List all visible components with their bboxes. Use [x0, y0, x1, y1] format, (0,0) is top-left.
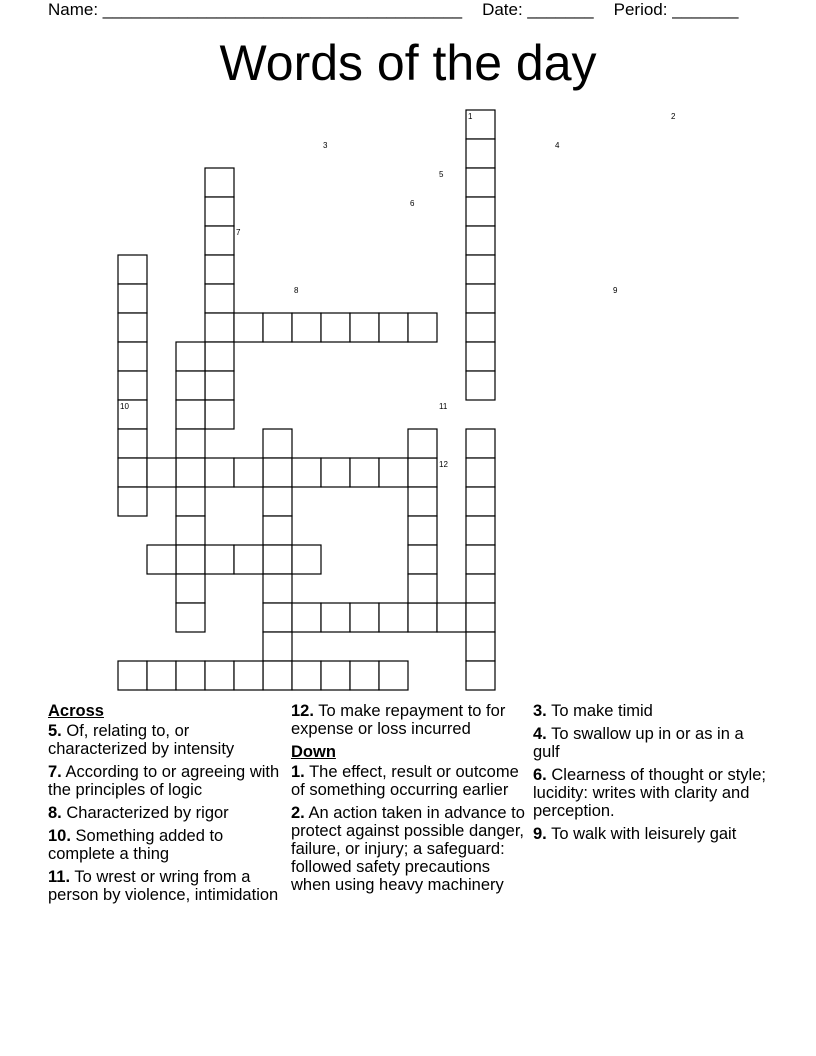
clue-text: According to or agreeing with the principles of logic — [48, 763, 280, 799]
grid-cell[interactable] — [118, 458, 147, 487]
name-field[interactable]: Name: ______________________________________ — [48, 0, 463, 19]
clue-number: 5. — [48, 722, 62, 740]
grid-cell[interactable] — [379, 313, 408, 342]
grid-cell[interactable] — [292, 458, 321, 487]
grid-cell[interactable] — [263, 313, 292, 342]
page-title: Words of the day — [219, 35, 597, 91]
grid-cell[interactable] — [408, 429, 437, 458]
clue-number: 7. — [48, 763, 62, 781]
clue-number: 9. — [533, 825, 547, 843]
clue-down-6 — [533, 766, 769, 820]
grid-cell[interactable] — [263, 603, 292, 632]
clue-text: To make repayment to for expense or loss incurred — [291, 702, 506, 738]
grid-cell[interactable] — [263, 545, 292, 574]
grid-cell[interactable] — [234, 545, 263, 574]
clue-number-label: 7 — [236, 228, 241, 237]
date-field[interactable]: Date: _______ — [482, 0, 594, 19]
grid-cell[interactable] — [292, 313, 321, 342]
grid-cell[interactable] — [263, 516, 292, 545]
grid-cell[interactable] — [176, 429, 205, 458]
grid-cell[interactable] — [118, 429, 147, 458]
grid-cell[interactable] — [263, 661, 292, 690]
grid-cell[interactable] — [234, 661, 263, 690]
grid-cell[interactable] — [466, 139, 495, 168]
clue-number-label: 5 — [439, 170, 444, 179]
across-heading: Across — [48, 702, 104, 720]
grid-cell[interactable] — [350, 313, 379, 342]
clue-number: 6. — [533, 766, 547, 784]
grid-cell[interactable] — [408, 516, 437, 545]
grid-cell[interactable] — [466, 545, 495, 574]
grid-cell[interactable] — [321, 661, 350, 690]
down-heading: Down — [291, 743, 336, 761]
clue-number: 2. — [291, 804, 305, 822]
clue-text: An action taken in advance to protect against possible danger, failure, or injury; a safeguard: followed safety precautions when using heavy machinery — [291, 804, 525, 894]
grid-cell[interactable] — [292, 661, 321, 690]
clue-across-10 — [48, 827, 284, 863]
grid-cell[interactable] — [176, 342, 205, 371]
grid-cell[interactable] — [379, 661, 408, 690]
clue-number-label: 6 — [410, 199, 415, 208]
grid-cell[interactable] — [176, 458, 205, 487]
grid-cell[interactable] — [147, 545, 176, 574]
clue-text: Clearness of thought or style; lucidity: writes with clarity and perception. — [533, 766, 766, 820]
clue-number-label: 2 — [671, 112, 676, 121]
grid-cell[interactable] — [321, 458, 350, 487]
grid-cell[interactable] — [118, 255, 147, 284]
grid-cell[interactable] — [118, 313, 147, 342]
clue-across-7 — [48, 763, 284, 799]
grid-cell[interactable] — [379, 603, 408, 632]
grid-cell[interactable] — [408, 487, 437, 516]
clue-text: To swallow up in or as in a gulf — [533, 725, 744, 761]
clue-number-label: 9 — [613, 286, 618, 295]
grid-cell[interactable] — [466, 313, 495, 342]
grid-cell[interactable] — [466, 603, 495, 632]
grid-cell[interactable] — [263, 429, 292, 458]
grid-cell[interactable] — [466, 371, 495, 400]
clue-across-11 — [48, 868, 284, 904]
grid-cell[interactable] — [466, 574, 495, 603]
clue-text: Characterized by rigor — [66, 804, 229, 822]
grid-cell[interactable] — [147, 661, 176, 690]
clue-number-label: 10 — [120, 402, 129, 411]
clue-number-label: 12 — [439, 460, 448, 469]
clue-across-8 — [48, 804, 284, 822]
grid-cell[interactable] — [292, 545, 321, 574]
grid-cell[interactable] — [176, 603, 205, 632]
clue-number: 10. — [48, 827, 71, 845]
clue-number: 1. — [291, 763, 305, 781]
grid-cell[interactable] — [408, 574, 437, 603]
grid-cell[interactable] — [466, 632, 495, 661]
grid-cell[interactable] — [408, 458, 437, 487]
clue-text: Something added to complete a thing — [48, 827, 224, 863]
grid-cell[interactable] — [234, 458, 263, 487]
grid-cell[interactable] — [321, 603, 350, 632]
grid-cell[interactable] — [466, 284, 495, 313]
grid-cell[interactable] — [205, 371, 234, 400]
grid-cell[interactable] — [147, 458, 176, 487]
grid-cell[interactable] — [466, 487, 495, 516]
grid-cell[interactable] — [408, 545, 437, 574]
grid-cell[interactable] — [205, 255, 234, 284]
clues-column-2 — [291, 702, 527, 899]
clue-number: 3. — [533, 702, 547, 720]
grid-cell[interactable] — [176, 661, 205, 690]
grid-cell[interactable] — [466, 197, 495, 226]
grid-cell[interactable] — [408, 313, 437, 342]
grid-cell[interactable] — [350, 661, 379, 690]
grid-cell[interactable] — [176, 516, 205, 545]
grid-cell[interactable] — [205, 400, 234, 429]
grid-cell[interactable] — [350, 603, 379, 632]
clue-text: To make timid — [551, 702, 653, 720]
clues-column-1 — [48, 702, 284, 909]
grid-cell[interactable] — [118, 342, 147, 371]
grid-cell[interactable] — [321, 313, 350, 342]
grid-cell[interactable] — [205, 168, 234, 197]
grid-cell[interactable] — [466, 661, 495, 690]
grid-cell[interactable] — [350, 458, 379, 487]
grid-cell[interactable] — [205, 226, 234, 255]
grid-cell[interactable] — [466, 226, 495, 255]
grid-cell[interactable] — [437, 603, 466, 632]
grid-cell[interactable] — [118, 487, 147, 516]
clue-number: 11. — [48, 868, 71, 886]
clue-down-2 — [291, 804, 527, 894]
clue-number: 4. — [533, 725, 547, 743]
clue-down-3 — [533, 702, 769, 720]
grid-cell[interactable] — [466, 516, 495, 545]
grid-cell[interactable] — [176, 487, 205, 516]
period-field[interactable]: Period: _______ — [613, 0, 739, 19]
grid-cell[interactable] — [263, 632, 292, 661]
clue-number-label: 8 — [294, 286, 299, 295]
grid-cell[interactable] — [205, 458, 234, 487]
clue-across-12 — [291, 702, 527, 738]
grid-cell[interactable] — [205, 545, 234, 574]
grid-cell[interactable] — [466, 168, 495, 197]
grid-cell[interactable] — [292, 603, 321, 632]
clue-text: To wrest or wring from a person by violence, intimidation — [48, 868, 279, 904]
grid-cell[interactable] — [176, 574, 205, 603]
grid-cell[interactable] — [118, 371, 147, 400]
clue-number-label: 4 — [555, 141, 560, 150]
grid-cell[interactable] — [466, 255, 495, 284]
clue-down-1 — [291, 763, 527, 799]
clue-down-9 — [533, 825, 769, 843]
grid-cell[interactable] — [118, 284, 147, 313]
grid-cell[interactable] — [263, 574, 292, 603]
grid-cell[interactable] — [176, 400, 205, 429]
clue-number-label: 3 — [323, 141, 328, 150]
grid-cell[interactable] — [234, 313, 263, 342]
grid-cell[interactable] — [176, 545, 205, 574]
grid-cell[interactable] — [408, 603, 437, 632]
grid-cell[interactable] — [205, 313, 234, 342]
clue-number: 12. — [291, 702, 314, 720]
clue-down-4 — [533, 725, 769, 761]
grid-cell[interactable] — [205, 342, 234, 371]
clue-across-5 — [48, 722, 284, 758]
clue-number: 8. — [48, 804, 62, 822]
clue-number-label: 11 — [439, 402, 448, 411]
clue-text: The effect, result or outcome of something occurring earlier — [291, 763, 519, 799]
grid-cell[interactable] — [379, 458, 408, 487]
clue-number-label: 1 — [468, 112, 473, 121]
grid-cell[interactable] — [466, 458, 495, 487]
clue-text: To walk with leisurely gait — [551, 825, 737, 843]
grid-cell[interactable] — [263, 487, 292, 516]
clues-column-3 — [533, 702, 769, 848]
grid-cell[interactable] — [466, 342, 495, 371]
grid-cell[interactable] — [205, 197, 234, 226]
grid-cell[interactable] — [263, 458, 292, 487]
grid-cell[interactable] — [205, 284, 234, 313]
clue-text: Of, relating to, or characterized by intensity — [48, 722, 235, 758]
grid-cell[interactable] — [118, 661, 147, 690]
grid-cell[interactable] — [205, 661, 234, 690]
grid-cell[interactable] — [176, 371, 205, 400]
grid-cell[interactable] — [466, 429, 495, 458]
